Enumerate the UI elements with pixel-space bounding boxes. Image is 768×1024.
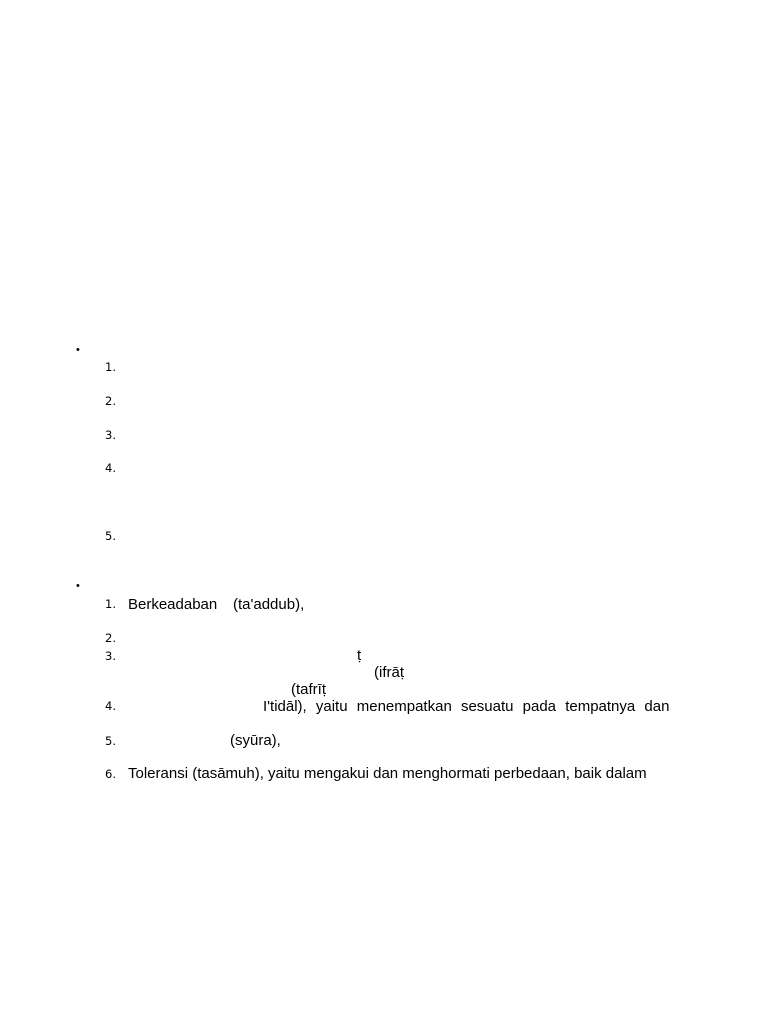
list-number: 2. (105, 394, 116, 408)
item-6-text: Toleransi (tasāmuh), yaitu mengakui dan menghormati perbedaan, baik dalam (128, 765, 647, 782)
list-number: 1. (105, 360, 116, 374)
item-3-fragment: ṭ (357, 647, 362, 664)
list-number: 5. (105, 529, 116, 543)
item-3-fragment: (tafrīṭ (291, 681, 327, 698)
bullet-marker: • (76, 580, 80, 592)
item-3-fragment: (ifrāṭ (374, 664, 404, 681)
item-4-text: I'tidāl), yaitu menempatkan sesuatu pada tempatnya dan (263, 698, 670, 715)
list-number: 2. (105, 631, 116, 645)
list-number: 4. (105, 461, 116, 475)
list-number: 6. (105, 767, 116, 781)
bullet-marker: • (76, 344, 80, 356)
list-number: 5. (105, 734, 116, 748)
item-1-arabic: (ta'addub), (233, 596, 305, 613)
list-number: 4. (105, 699, 116, 713)
list-number: 3. (105, 428, 116, 442)
list-number: 3. (105, 649, 116, 663)
item-5-text: (syūra), (230, 732, 281, 749)
list-number: 1. (105, 597, 116, 611)
item-1-term: Berkeadaban (128, 596, 218, 613)
